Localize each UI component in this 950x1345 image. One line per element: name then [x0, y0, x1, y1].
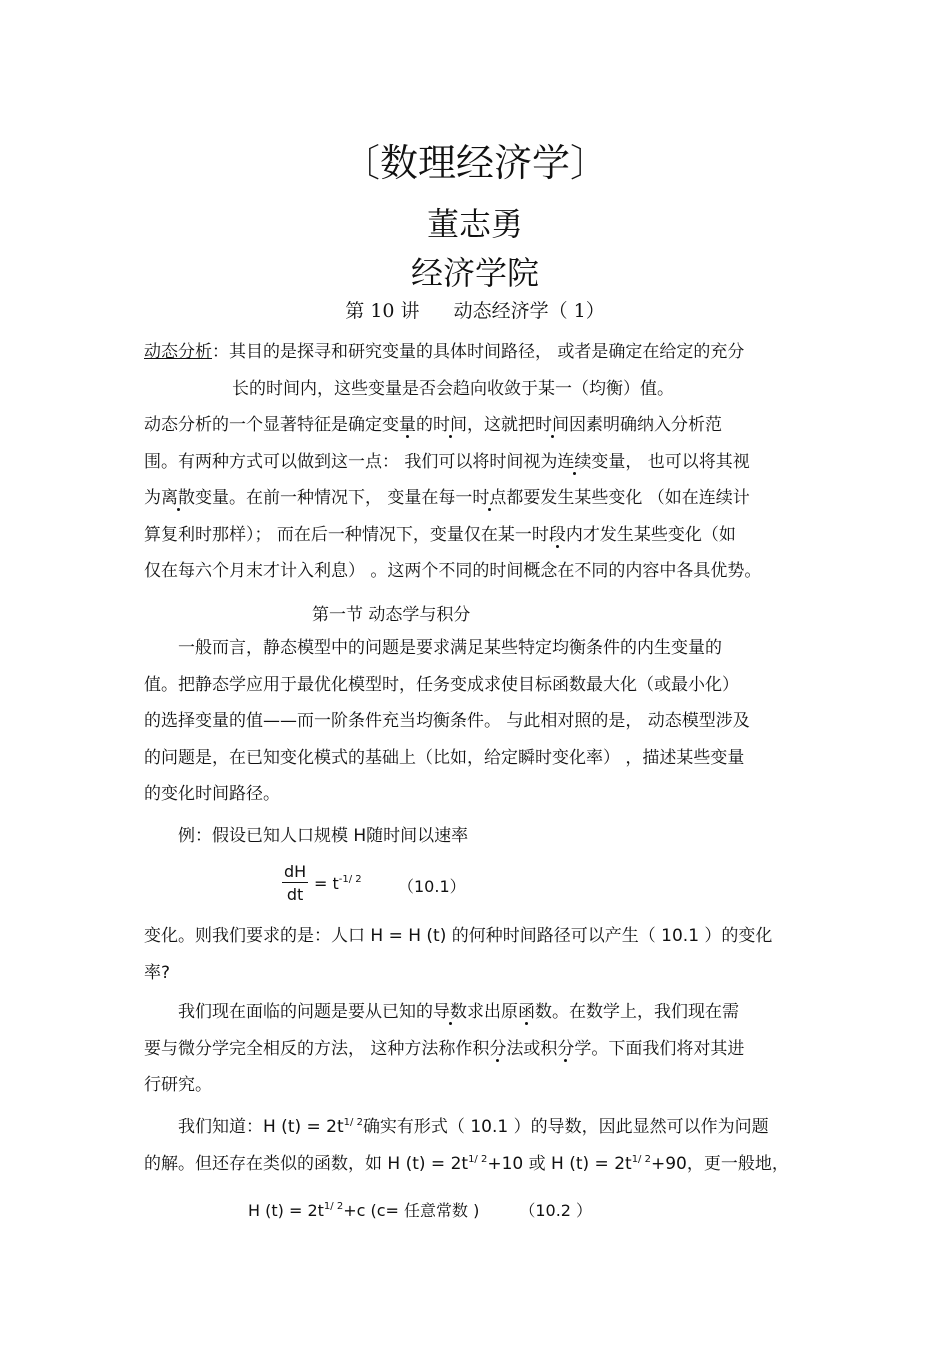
- emphasis: 导数: [433, 1002, 467, 1022]
- text: 算复利时那样）； 而在后一种情况下，变量仅在某一: [144, 524, 532, 545]
- author-name: 董志勇: [426, 205, 523, 243]
- lecture-title: 动态经济学（ 1）: [453, 300, 605, 322]
- example-intro: [144, 818, 808, 855]
- text: 或: [523, 1038, 541, 1059]
- text: 为: [144, 488, 161, 508]
- course-title: 〔数理经济学〕: [341, 141, 608, 185]
- definition-line-2: 长的时间内，这些变量是否会趋向收敛于某一（均衡）值。: [232, 378, 674, 399]
- text: 确实有形式（ 10.1 ）的导数，因此显然可以作为问题: [362, 1117, 769, 1137]
- derivative-fraction: [282, 862, 308, 907]
- text: 我们现在面临的问题是要从已知的: [178, 1002, 433, 1022]
- text-line: 的变化时间路径。: [144, 784, 280, 804]
- equation-label-10-2: （10.2 ）: [519, 1201, 593, 1220]
- text-line: 例：假设已知人口规模 H随时间以速率: [178, 826, 469, 846]
- emphasis: 时段内: [531, 524, 583, 545]
- equation-10-2: [248, 1198, 592, 1221]
- definition-line-1: ：其目的是探寻和研究变量的具体时间路径， 或者是确定在给定的充分: [212, 342, 745, 362]
- text: 行研究。: [144, 1075, 212, 1095]
- text: +90，更一般地，: [650, 1153, 789, 1174]
- text: +c (c= 任意常数 ): [343, 1201, 480, 1220]
- text-line: 变化。则我们要求的是：人口 H = H (t) 的何种时间路径可以产生（ 10.1 ）的变化: [144, 926, 773, 946]
- exponent: 1/ 2: [323, 1201, 344, 1212]
- text: ，这就把: [467, 415, 535, 435]
- emphasis: 离散: [161, 488, 195, 508]
- exponent: 1/ 2: [631, 1153, 651, 1165]
- paragraph-dynamic-features: [144, 407, 808, 590]
- exponent: 1/ 2: [468, 1153, 488, 1165]
- text: H (t) = 2t: [248, 1201, 324, 1220]
- text: 因素明确纳入分析范: [569, 415, 722, 435]
- school-name: 经济学院: [410, 254, 539, 292]
- emphasis: 时间: [535, 415, 569, 435]
- text-line: 一般而言，静态模型中的问题是要求满足某些特定均衡条件的内生变量的: [178, 638, 722, 658]
- text: 求出: [467, 1002, 501, 1022]
- equation-rhs: [314, 874, 362, 893]
- emphasis: 连续: [557, 451, 592, 472]
- emphasis: 变量的: [382, 415, 433, 435]
- fraction-denominator: dt: [286, 885, 304, 904]
- section-title: 第一节 动态学与积分: [312, 605, 471, 625]
- emphasis: 积分学: [540, 1038, 592, 1059]
- text: 围。有两种方式可以做到这一点： 我们可以将时间视为: [144, 451, 558, 472]
- text: 要与微分学完全相反的方法， 这种方法称作: [144, 1038, 473, 1059]
- example-question: [144, 918, 808, 991]
- emphasis: 时点: [472, 488, 507, 508]
- paragraph-solutions: [144, 1109, 808, 1182]
- text: 都要发生某些变化 （如在连续计: [506, 488, 750, 508]
- rhs-base: = t: [314, 874, 339, 893]
- rhs-exponent: -1/ 2: [338, 874, 362, 885]
- fraction-numerator: dH: [284, 862, 307, 881]
- definition-block: [144, 334, 808, 407]
- text-line: 的选择变量的值——而一阶条件充当均衡条件。 与此相对照的是， 动态模型涉及: [144, 711, 750, 731]
- definition-term: 动态分析: [144, 342, 212, 362]
- text: 才发生某些变化（如: [582, 524, 736, 545]
- text: 我们知道：H (t) = 2t: [178, 1117, 344, 1137]
- lecture-number: 第 10 讲: [345, 300, 420, 322]
- text: 动态分析的一个显著特征是确定: [144, 415, 382, 435]
- emphasis: 时间: [433, 415, 467, 435]
- text: 变量， 也可以将其视: [591, 451, 750, 472]
- text: +10 或 H (t) = 2t: [487, 1153, 632, 1174]
- paragraph-integration: [144, 994, 808, 1104]
- lecture-heading: [0, 296, 950, 323]
- text: 的解。但还存在类似的函数，如 H (t) = 2t: [144, 1153, 469, 1174]
- text: 。在数学上，我们现在需: [552, 1002, 739, 1022]
- text-line: 值。把静态学应用于最优化模型时，任务变成求使目标函数最大化（或最小化）: [144, 674, 739, 695]
- text: 。下面我们将对其进: [591, 1038, 745, 1059]
- paragraph-statics-vs-dynamics: [144, 630, 808, 813]
- emphasis: 积分法: [472, 1038, 524, 1059]
- exponent: 1/ 2: [343, 1117, 363, 1128]
- equation-label-10-1: （10.1）: [398, 877, 466, 896]
- emphasis: 原函数: [501, 1002, 552, 1022]
- text: 仅在每六个月末才计入利息） 。这两个不同的时间概念在不同的内容中各具优势。: [144, 561, 762, 581]
- text-line: 的问题是，在已知变化模式的基础上（比如，给定瞬时变化率） ，描述某些变量: [144, 747, 745, 768]
- text: 变量。在前一种情况下， 变量在每一: [195, 488, 473, 508]
- text-line: 率?: [144, 962, 171, 983]
